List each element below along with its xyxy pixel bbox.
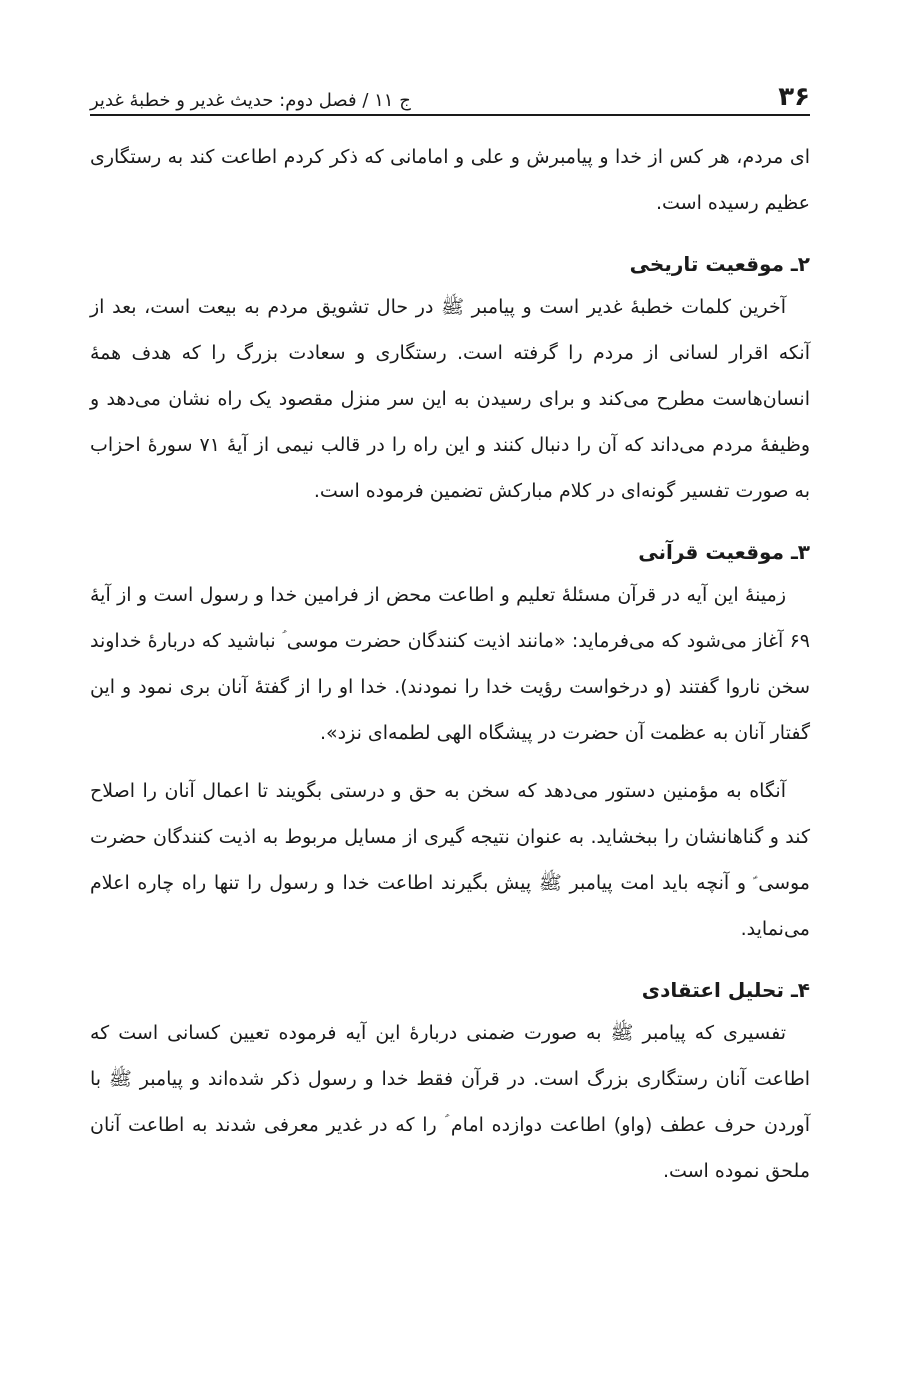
section-paragraph: زمینهٔ این آیه در قرآن مسئلهٔ تعلیم و اطاعت محض از فرامین خدا و رسول است و از آیهٔ ۶۹ آغاز می‌شود که می‌فرماید: «مانند اذیت کنندگان حضرت موسی ؑ نباشید که دربارهٔ خداوند سخن ناروا گفتند (و درخواست رؤیت خدا را نمودند). خدا او را از گفتهٔ آنان بری نمود و این گفتار آنان به عظمت آن حضرت در پیشگاه الهی لطمه‌ای نزد». xyxy=(90,584,810,744)
section-paragraph: تفسیری که پیامبر ﷺ به صورت ضمنی دربارهٔ این آیه فرموده تعیین کسانی است که اطاعت آنان رستگاری بزرگ است. در قرآن فقط خدا و رسول ذکر شده‌اند و پیامبر ﷺ با آوردن حرف عطف (واو) اطاعت دوازده امام ؑ را که در غدیر معرفی شدند به اطاعت آنان ملحق نموده است. xyxy=(90,1022,810,1182)
section-paragraph: آنگاه به مؤمنین دستور می‌دهد که سخن به حق و درستی بگویند تا اعمال آنان را اصلاح کند و گناهانشان را ببخشاید. به عنوان نتیجه گیری از مسایل مربوط به اذیت کنندگان حضرت موسی ؑ و آنچه باید امت پیامبر ﷺ پیش بگیرند اطاعت خدا و رسول را تنها راه چاره اعلام می‌نماید. xyxy=(90,780,810,940)
section-heading-quranic: ۳ـ موقعیت قرآنی xyxy=(638,540,810,564)
running-title: ج ۱۱ / فصل دوم: حدیث غدیر و خطبهٔ غدیر xyxy=(90,90,411,111)
intro-paragraph: ای مردم، هر کس از خدا و پیامبرش و علی و امامانی که ذکر کردم اطاعت کند به رستگاری عظیم رسیده است. xyxy=(90,146,810,214)
section-heading-doctrinal: ۴ـ تحلیل اعتقادی xyxy=(641,978,810,1002)
book-page xyxy=(90,70,810,1194)
page-header xyxy=(90,70,810,116)
page-number: ۳۶ xyxy=(778,82,810,112)
section-paragraph: آخرین کلمات خطبهٔ غدیر است و پیامبر ﷺ در حال تشویق مردم به بیعت است، بعد از آنکه اقرار لسانی از مردم را گرفته است. رستگاری و سعادت بزرگ را که هدف همهٔ انسان‌هاست مطرح می‌کند و برای رسیدن به این سر منزل مقصود یک راه نشان می‌دهد و وظیفهٔ مردم می‌داند که آن را دنبال کنند و این راه را در قالب نیمی از آیهٔ ۷۱ سورهٔ احزاب به صورت تفسیر گونه‌ای در کلام مبارکش تضمین فرموده است. xyxy=(90,296,810,502)
section-heading-historical: ۲ـ موقعیت تاریخی xyxy=(629,252,810,276)
